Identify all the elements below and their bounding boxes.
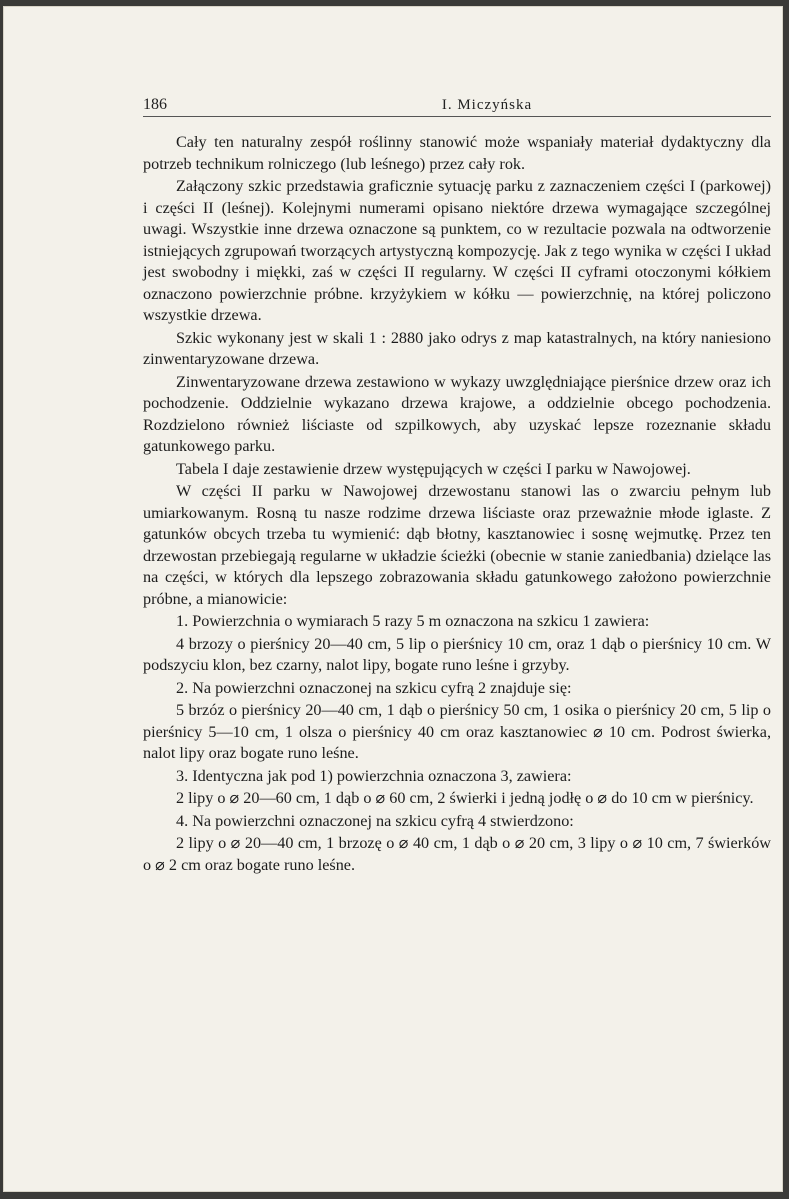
paragraph: Cały ten naturalny zespół roślinny stanowić może wspaniały materiał dydaktyczny dla potrzeb technikum rolniczego (lub leśnego) przez cały rok.: [143, 133, 771, 173]
paragraph: W części II parku w Nawojowej drzewostanu stanowi las o zwarciu pełnym lub umiarkowanym. Rosną tu nasze rodzime drzewa liściaste oraz przeważnie młode iglaste. Z gatunków obcych trzeba tu wymienić: dąb błotny, kasztanowiec i sosnę wejmutkę. Przez ten drzewostan przebiegają regularne w układzie ścieżki (obecnie w stanie zaniedbania) dzielące las na części, w których dla lepszego zobrazowania składu gatunkowego założono powierzchnie próbne, a mianowicie:: [143, 482, 771, 608]
paragraph: Zinwentaryzowane drzewa zestawiono w wykazy uwzględniające pierśnice drzew oraz ich pochodzenie. Oddzielnie wykazano drzewa krajowe, a oddzielnie obcego pochodzenia. Rozdzielono również liściaste od szpilkowych, aby uzyskać lepsze rozeznanie składu gatunkowego parku.: [143, 372, 771, 455]
paragraph: 4 brzozy o pierśnicy 20—40 cm, 5 lip o pierśnicy 10 cm, oraz 1 dąb o pierśnicy 10 cm. W podszyciu klon, bez czarny, nalot lipy, bogate runo leśne i grzyby.: [143, 634, 771, 674]
paragraph: 3. Identyczna jak pod 1) powierzchnia oznaczona 3, zawiera:: [176, 766, 572, 785]
paragraph: 4. Na powierzchni oznaczonej na szkicu cyfrą 4 stwierdzono:: [176, 811, 574, 830]
paragraph: Szkic wykonany jest w skali 1 : 2880 jako odrys z map katastralnych, na który naniesiono zinwentaryzowane drzewa.: [143, 328, 771, 368]
scanned-page: [3, 6, 783, 1192]
running-head: I. Miczyńska: [441, 97, 533, 113]
paragraph: 5 brzóz o pierśnicy 20—40 cm, 1 dąb o pierśnicy 50 cm, 1 osika o pierśnicy 20 cm, 5 lip o pierśnicy 5—10 cm, 1 olsza o pierśnicy 40 cm oraz kasztanowiec ⌀ 10 cm. Podrost świerka, nalot lipy oraz bogate runo leśne.: [143, 701, 771, 762]
paragraph: 2 lipy o ⌀ 20—60 cm, 1 dąb o ⌀ 60 cm, 2 świerki i jedną jodłę o ⌀ do 10 cm w pierśnicy.: [176, 789, 754, 807]
page-header: [143, 94, 771, 117]
paragraph: 2 lipy o ⌀ 20—40 cm, 1 brzozę o ⌀ 40 cm, 1 dąb o ⌀ 20 cm, 3 lipy o ⌀ 10 cm, 7 świerków o ⌀ 2 cm oraz bogate runo leśne.: [143, 834, 771, 874]
paragraph: 1. Powierzchnia o wymiarach 5 razy 5 m oznaczona na szkicu 1 zawiera:: [176, 612, 650, 630]
paragraph: 2. Na powierzchni oznaczonej na szkicu cyfrą 2 znajduje się:: [176, 678, 572, 697]
page-number: 186: [143, 96, 167, 113]
body-text: [143, 132, 771, 876]
paragraph: Załączony szkic przedstawia graficznie sytuację parku z zaznaczeniem części I (parkowej) i części II (leśnej). Kolejnymi numerami opisano niektóre drzewa wymagające szczególnej uwagi. Wszystkie inne drzewa oznaczone są punktem, co w rezultacie pozwala na odtworzenie istniejących zgrupowań tworzących artystyczną kompozycję. Jak z tego wynika w części I układ jest swobodny i miękki, zaś w części II regularny. W części II cyframi otoczonymi kółkiem oznaczono powierzchnie próbne. krzyżykiem w kółku — powierzchnię, na której policzono wszystkie drzewa.: [143, 177, 771, 324]
paragraph: Tabela I daje zestawienie drzew występujących w części I parku w Nawojowej.: [176, 459, 691, 478]
